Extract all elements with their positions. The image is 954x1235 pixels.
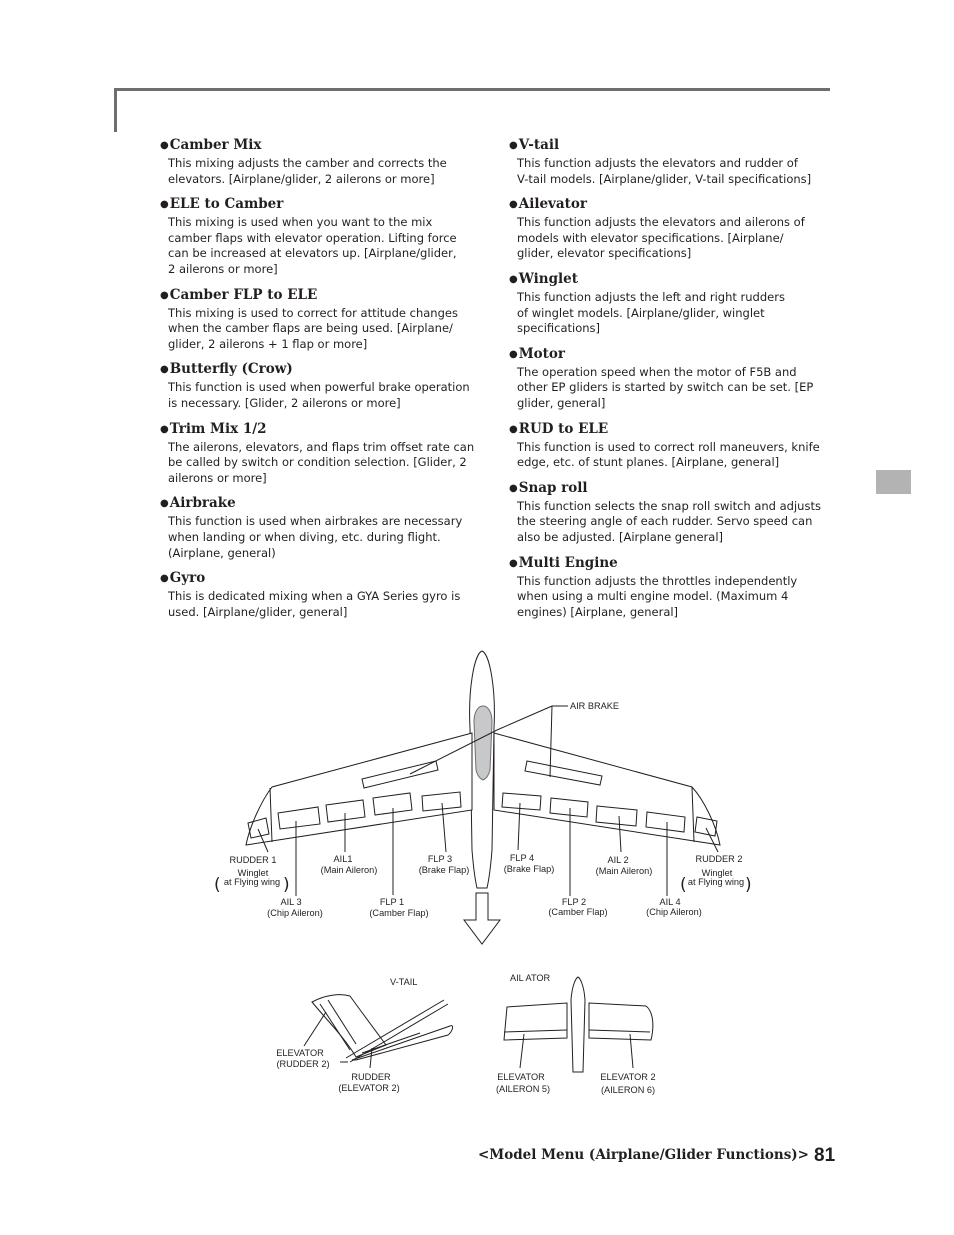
label-rudder2-flying: at Flying wing [687, 877, 745, 887]
description-line: glider, general] [517, 395, 606, 410]
description-line: models with elevator specifications. [Airplane/ [517, 230, 784, 245]
bullet-icon: ● [160, 573, 169, 585]
description-line: of winglet models. [Airplane/glider, winglet [517, 305, 765, 320]
label-flp3-sub: (Brake Flap) [418, 865, 470, 875]
label-elevator-rudder2: ELEVATOR [276, 1048, 324, 1058]
label-air-brake: AIR BRAKE [570, 701, 620, 711]
label-rudder1-winglet: Winglet [237, 868, 269, 878]
paren-open-left: ( [214, 875, 221, 895]
description-line: used. [Airplane/glider, general] [168, 604, 348, 619]
description-line: can be increased at elevators up. [Airplane/glider, [168, 246, 457, 261]
bullet-icon: ● [160, 364, 169, 376]
function-title: Camber Mix [169, 137, 262, 153]
label-rudder-elevator2: RUDDER [351, 1072, 391, 1082]
description-line: This function is used when powerful brake operation [168, 380, 470, 395]
description-line: V-tail models. [Airplane/glider, V-tail specifications] [517, 171, 812, 186]
function-title: ELE to Camber [169, 196, 284, 213]
function-title: RUD to ELE [518, 420, 609, 437]
function-title: Gyro [169, 570, 206, 587]
label-ail4: AIL 4 [659, 897, 681, 907]
label-flp1-sub: (Camber Flap) [369, 908, 429, 918]
description-line: This function adjusts the throttles independently [517, 573, 798, 588]
label-elevator-aileron5-sub: (AILERON 5) [495, 1084, 551, 1094]
function-title: Trim Mix 1/2 [169, 420, 267, 437]
description-line: camber flaps with elevator operation. Lifting force [168, 230, 457, 245]
description-line: ailerons or more] [168, 470, 267, 485]
description-line: when the camber flaps are being used. [Airplane/ [168, 321, 453, 336]
label-ail3: AIL 3 [280, 897, 302, 907]
label-flp4-sub: (Brake Flap) [503, 864, 555, 874]
footer-title: <Model Menu (Airplane/Glider Functions)> [477, 1147, 809, 1163]
bullet-icon: ● [509, 348, 518, 360]
label-elevator-rudder2-sub: (RUDDER 2) [276, 1059, 330, 1069]
paren-open-right: ( [680, 875, 687, 895]
label-rudder2-winglet: Winglet [701, 868, 733, 878]
label-rudder2: RUDDER 2 [695, 854, 743, 864]
label-rudder1: RUDDER 1 [229, 855, 277, 865]
description-line: be called by switch or condition selection. [Glider, 2 [168, 455, 467, 470]
paren-close-left: ) [283, 875, 290, 895]
function-title: Butterfly (Crow) [169, 361, 293, 378]
bullet-icon: ● [509, 423, 518, 435]
label-elevator-aileron5: ELEVATOR [497, 1072, 545, 1082]
bullet-icon: ● [509, 273, 518, 285]
bullet-icon: ● [160, 140, 169, 151]
description-line: This mixing is used to correct for attitude changes [168, 305, 458, 320]
description-line: (Airplane, general) [168, 545, 276, 560]
description-line: This function is used when airbrakes are necessary [168, 514, 463, 529]
description-line: The operation speed when the motor of F5B and [517, 364, 797, 379]
bullet-icon: ● [509, 482, 518, 494]
function-title: Snap roll [518, 479, 588, 496]
description-line: The ailerons, elevators, and flaps trim offset rate can [168, 439, 475, 454]
label-ail1: AIL1 [333, 854, 353, 864]
label-elevator2-aileron6-sub: (AILERON 6) [600, 1085, 656, 1095]
label-ail2-sub: (Main Aileron) [595, 866, 653, 876]
description-line: This function adjusts the elevators and ailerons of [517, 215, 805, 230]
description-line: edge, etc. of stunt planes. [Airplane, general] [517, 455, 780, 470]
paren-close-right: ) [745, 875, 752, 895]
label-ail4-sub: (Chip Aileron) [646, 907, 702, 917]
label-flp1: FLP 1 [379, 897, 405, 907]
label-vtail: V-TAIL [390, 977, 418, 987]
function-title: Camber FLP to ELE [169, 286, 318, 303]
description-line: is necessary. [Glider, 2 ailerons or more] [168, 395, 401, 410]
bullet-icon: ● [509, 199, 518, 211]
description-line: when using a multi engine model. (Maximum 4 [517, 589, 789, 604]
description-line: when landing or when diving, etc. during flight. [168, 529, 441, 544]
description-line: elevators. [Airplane/glider, 2 ailerons or more] [168, 171, 435, 186]
description-line: This function selects the snap roll switch and adjusts [517, 498, 821, 513]
bullet-icon: ● [160, 423, 169, 435]
bullet-icon: ● [509, 140, 518, 151]
description-line: specifications] [517, 321, 601, 336]
description-line: other EP gliders is started by switch can be set. [EP [517, 380, 814, 395]
description-line: This is dedicated mixing when a GYA Series gyro is [168, 589, 461, 604]
function-title: Motor [518, 345, 566, 362]
description-line: the steering angle of each rudder. Servo speed can [517, 514, 813, 529]
label-ailevator: AIL ATOR [510, 973, 551, 983]
description-line: glider, 2 ailerons + 1 flap or more] [168, 336, 368, 351]
label-flp2: FLP 2 [561, 897, 587, 907]
label-flp4: FLP 4 [509, 853, 535, 863]
label-ail3-sub: (Chip Aileron) [267, 908, 323, 918]
function-title: Multi Engine [518, 554, 618, 571]
function-title: Winglet [518, 270, 578, 287]
label-rudder1-flying: at Flying wing [223, 877, 281, 887]
label-ail2: AIL 2 [607, 855, 629, 865]
description-line: This mixing is used when you want to the mix [168, 215, 433, 230]
page-number: 81 [814, 1145, 836, 1166]
description-line: engines) [Airplane, general] [517, 604, 679, 619]
label-flp3: FLP 3 [427, 854, 453, 864]
bullet-icon: ● [160, 289, 169, 301]
description-line: This function adjusts the elevators and rudder of [517, 156, 798, 170]
description-line: This function adjusts the left and right rudders [517, 289, 785, 304]
bullet-icon: ● [509, 557, 518, 569]
label-rudder-elevator2-sub: (ELEVATOR 2) [338, 1083, 400, 1093]
function-title: V-tail [518, 137, 560, 153]
label-flp2-sub: (Camber Flap) [548, 907, 608, 917]
label-elevator2-aileron6: ELEVATOR 2 [600, 1072, 656, 1082]
description-line: This mixing adjusts the camber and corrects the [168, 156, 447, 170]
function-title: Airbrake [169, 495, 236, 512]
description-line: This function is used to correct roll maneuvers, knife [517, 439, 820, 454]
description-line: also be adjusted. [Airplane general] [517, 529, 724, 544]
label-ail1-sub: (Main Aileron) [320, 865, 378, 875]
description-line: 2 ailerons or more] [168, 261, 278, 276]
bullet-icon: ● [160, 199, 169, 211]
description-line: glider, elevator specifications] [517, 246, 692, 261]
bullet-icon: ● [160, 498, 169, 510]
function-title: Ailevator [518, 196, 587, 213]
